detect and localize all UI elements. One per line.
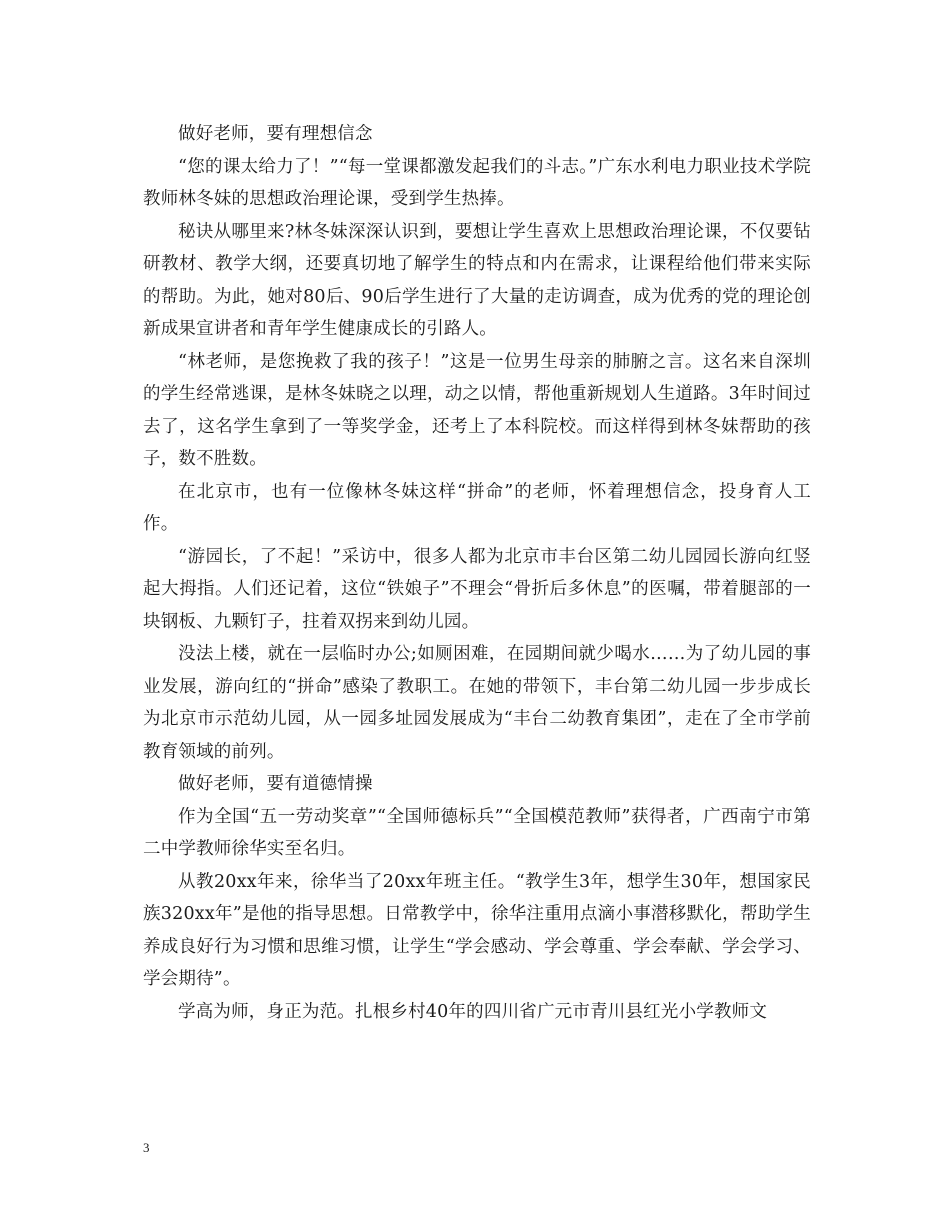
paragraph: “您的课太给力了！”“每一堂课都激发起我们的斗志。”广东水利电力职业技术学院教师林冬妹的思想政治理论课，受到学生热捧。 xyxy=(143,156,811,209)
section-heading: 做好老师，要有道德情操 xyxy=(178,774,373,794)
paragraph: 秘诀从哪里来?林冬妹深深认识到，要想让学生喜欢上思想政治理论课，不仅要钻研教材、教学大纲，还要真切地了解学生的特点和内在需求，让课程给他们带来实际的帮助。为此，她对80后、90后学生进行了大量的走访调查，成为优秀的党的理论创新成果宣讲者和青年学生健康成长的引路人。 xyxy=(143,221,811,339)
section-heading: 做好老师，要有理想信念 xyxy=(178,124,373,144)
paragraph: 从教20xx年来，徐华当了20xx年班主任。“教学生3年，想学生30年，想国家民族320xx年”是他的指导思想。日常教学中，徐华注重用点滴小事潜移默化，帮助学生养成良好行为习惯和思维习惯，让学生“学会感动、学会尊重、学会奉献、学会学习、学会期待”。 xyxy=(143,871,811,989)
paragraph: 在北京市，也有一位像林冬妹这样“拼命”的老师，怀着理想信念，投身育人工作。 xyxy=(143,481,811,534)
paragraph: 作为全国“五一劳动奖章”“全国师德标兵”“全国模范教师”获得者，广西南宁市第二中学教师徐华实至名归。 xyxy=(143,806,811,859)
document-body xyxy=(143,118,811,1028)
page-number: 3 xyxy=(143,1140,150,1155)
paragraph: 没法上楼，就在一层临时办公;如厕困难，在园期间就少喝水……为了幼儿园的事业发展，游向红的“拼命”感染了教职工。在她的带领下，丰台第二幼儿园一步步成长为北京市示范幼儿园，从一园多址园发展成为“丰台二幼教育集团”，走在了全市学前教育领域的前列。 xyxy=(143,644,811,762)
paragraph: “游园长，了不起！”采访中，很多人都为北京市丰台区第二幼儿园园长游向红竖起大拇指。人们还记着，这位“铁娘子”不理会“骨折后多休息”的医嘱，带着腿部的一块钢板、九颗钉子，拄着双拐来到幼儿园。 xyxy=(143,546,811,632)
paragraph: “林老师，是您挽救了我的孩子！”这是一位男生母亲的肺腑之言。这名来自深圳的学生经常逃课，是林冬妹晓之以理，动之以情，帮他重新规划人生道路。3年时间过去了，这名学生拿到了一等奖学金，还考上了本科院校。而这样得到林冬妹帮助的孩子，数不胜数。 xyxy=(143,351,811,469)
paragraph: 学高为师，身正为范。扎根乡村40年的四川省广元市青川县红光小学教师文 xyxy=(178,1001,768,1022)
